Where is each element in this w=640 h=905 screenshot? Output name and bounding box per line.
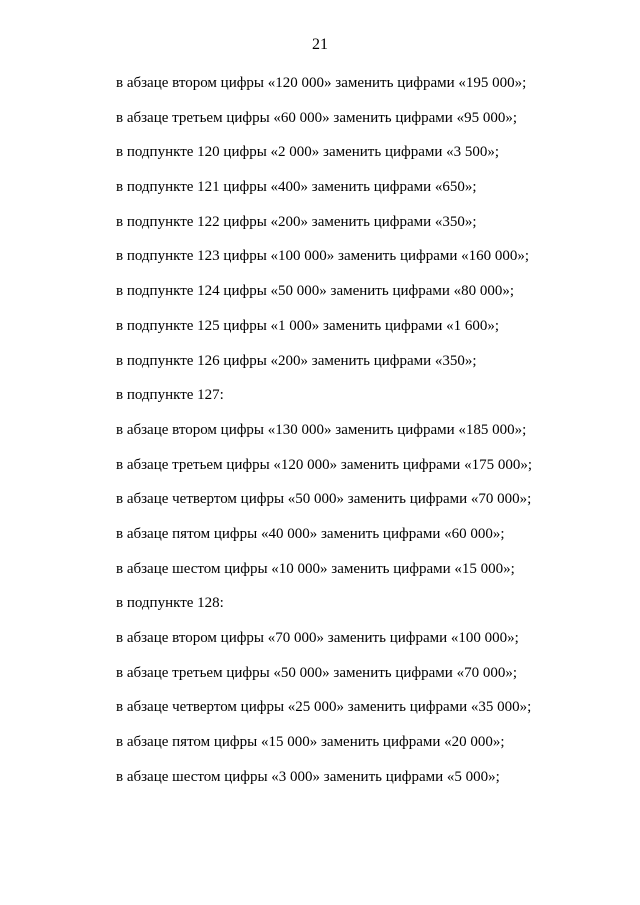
amendment-line: в подпункте 120 цифры «2 000» заменить цифрами «3 500»; [116, 144, 500, 161]
amendment-line: в абзаце втором цифры «70 000» заменить цифрами «100 000»; [116, 630, 519, 646]
amendment-line: в абзаце пятом цифры «15 000» заменить цифрами «20 000»; [116, 734, 505, 751]
amendment-line: в подпункте 126 цифры «200» заменить цифрами «350»; [116, 352, 477, 369]
amendment-line: в абзаце шестом цифры «10 000» заменить цифрами «15 000»; [116, 560, 515, 577]
amendment-line: в абзаце четвертом цифры «50 000» заменить цифрами «70 000»; [116, 491, 532, 508]
amendment-line: в подпункте 123 цифры «100 000» заменить цифрами «160 000»; [116, 248, 530, 265]
subpoint-heading: в подпункте 128: [116, 595, 224, 612]
amendment-line: в абзаце третьем цифры «50 000» заменить цифрами «70 000»; [116, 664, 517, 681]
amendment-line: в абзаце третьем цифры «120 000» заменить цифрами «175 000»; [116, 456, 532, 473]
amendment-list [116, 74, 616, 802]
amendment-line: в абзаце четвертом цифры «25 000» заменить цифрами «35 000»; [116, 699, 532, 716]
amendment-line: в подпункте 125 цифры «1 000» заменить цифрами «1 600»; [116, 317, 500, 334]
amendment-line: в подпункте 124 цифры «50 000» заменить цифрами «80 000»; [116, 283, 515, 300]
amendment-line: в абзаце втором цифры «130 000» заменить цифрами «185 000»; [116, 421, 527, 438]
amendment-line: в абзаце втором цифры «120 000» заменить цифрами «195 000»; [116, 75, 527, 91]
amendment-line: в абзаце третьем цифры «60 000» заменить цифрами «95 000»; [116, 109, 517, 126]
amendment-line: в абзаце шестом цифры «3 000» заменить цифрами «5 000»; [116, 768, 500, 785]
amendment-line: в подпункте 121 цифры «400» заменить цифрами «650»; [116, 179, 477, 196]
amendment-line: в подпункте 122 цифры «200» заменить цифрами «350»; [116, 213, 477, 230]
amendment-line: в абзаце пятом цифры «40 000» заменить цифрами «60 000»; [116, 525, 505, 542]
subpoint-heading: в подпункте 127: [116, 387, 224, 404]
page-number: 21 [312, 36, 328, 53]
